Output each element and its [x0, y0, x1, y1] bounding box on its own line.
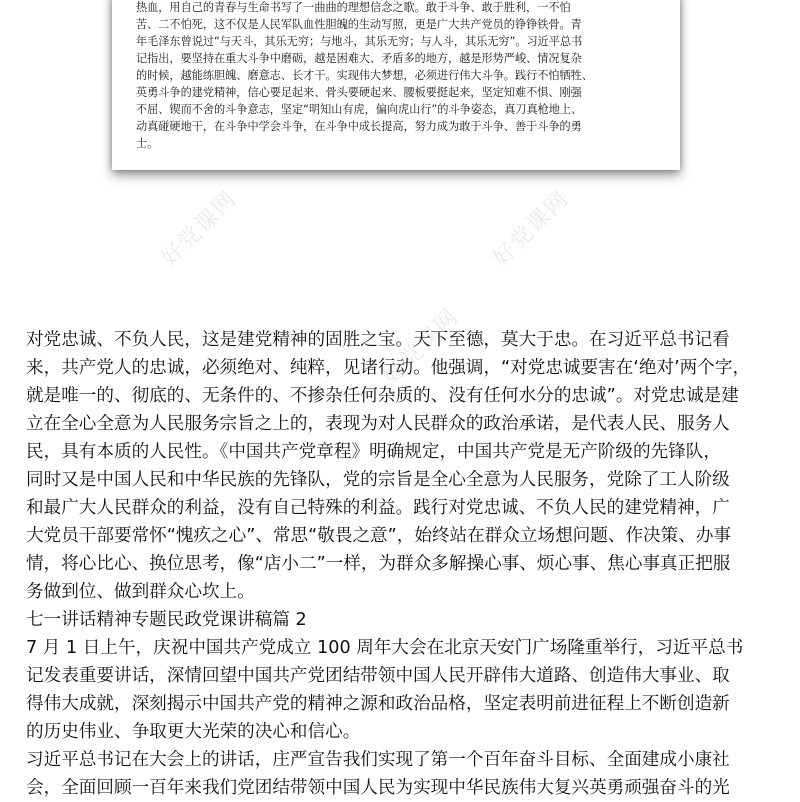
paragraph-line: 得伟大成就，深刻揭示中国共产党的精神之源和政治品格，坚定表明前进征程上不断创造新 — [26, 694, 730, 714]
paragraph-line: 民，具有本质的人民性。《中国共产党章程》明确规定，中国共产党是无产阶级的先锋队， — [26, 442, 721, 462]
excerpt-line: 不屈、锲而不舍的斗争意志，坚定“明知山有虎，偏向虎山行”的斗争姿态，真刀真枪地上、 — [136, 103, 583, 116]
paragraph-line: 习近平总书记在大会上的讲话，庄严宣告我们实现了第一个百年奋斗目标、全面建成小康社 — [26, 750, 730, 770]
excerpt-line: 动真碰硬地干，在斗争中学会斗争，在斗争中成长提高，努力成为敢于斗争、善于斗争的勇 — [136, 120, 582, 133]
excerpt-line: 苦、二不怕死，这不仅是人民军队血性胆魄的生动写照，更是广大共产党员的铮铮铁骨。青 — [136, 18, 582, 31]
section-heading: 七一讲话精神专题民政党课讲稿篇 2 — [26, 610, 307, 630]
paragraph-line: 务做到位、做到群众心坎上。 — [26, 582, 255, 602]
watermark: 好党课网 — [488, 186, 575, 272]
paragraph-line: 和最广大人民群众的利益，没有自己特殊的利益。践行对党忠诚、不负人民的建党精神，广 — [26, 498, 730, 518]
paragraph-line: 的历史伟业、争取更大光荣的决心和信心。 — [26, 722, 361, 742]
excerpt-line: 的时候，越能练胆魄、磨意志、长才干。实现伟大梦想，必须进行伟大斗争。践行不怕牺牲、 — [136, 69, 593, 82]
excerpt-line: 热血，用自己的青春与生命书写了一曲曲的理想信念之歌。敢于斗争、敢于胜利，一不怕 — [136, 1, 571, 14]
paragraph-line: 同时又是中国人民和中华民族的先锋队，党的宗旨是全心全意为人民服务，党除了工人阶级 — [26, 470, 730, 490]
excerpt-line: 年毛泽东曾说过“与天斗，其乐无穷；与地斗，其乐无穷；与人斗，其乐无穷”。习近平总书 — [136, 35, 583, 48]
excerpt-line: 士。 — [136, 137, 159, 150]
excerpt-image — [112, 0, 680, 170]
paragraph-line: 7 月 1 日上午，庆祝中国共产党成立 100 周年大会在北京天安门广场隆重举行，习近平总书 — [26, 638, 744, 658]
paragraph-line: 大党员干部要常怀“愧疚之心”、常思“敬畏之意”，始终站在群众立场想问题、作决策、办事 — [26, 526, 732, 546]
paragraph-line: 记发表重要讲话，深情回望中国共产党团结带领中国人民开辟伟大道路、创造伟大事业、取 — [26, 666, 730, 686]
paragraph-line: 立在全心全意为人民服务宗旨之上的，表现为对人民群众的政治承诺，是代表人民、服务人 — [26, 414, 730, 434]
paragraph-line: 对党忠诚、不负人民，这是建党精神的固胜之宝。天下至德，莫大于忠。在习近平总书记看 — [26, 330, 730, 350]
paragraph-line: 来，共产党人的忠诚，必须绝对、纯粹，见诸行动。他强调，“对党忠诚要害在‘绝对’两个字， — [26, 358, 751, 378]
watermark: 好党课网 — [378, 304, 465, 390]
paragraph-line: 就是唯一的、彻底的、无条件的、不掺杂任何杂质的、没有任何水分的忠诚”。对党忠诚是建 — [26, 386, 739, 406]
paragraph-line: 会，全面回顾一百年来我们党团结带领中国人民为实现中华民族伟大复兴英勇顽强奋斗的光 — [26, 778, 730, 798]
watermark: 好党课网 — [156, 186, 243, 272]
excerpt-line: 英勇斗争的建党精神，信心要足起来、骨头要硬起来、腰板要挺起来，坚定知难不惧、刚强 — [136, 86, 582, 99]
excerpt-line: 记指出，要坚持在重大斗争中磨砺，越是困难大、矛盾多的地方，越是形势严峻、情况复杂 — [136, 52, 582, 65]
paragraph-line: 情，将心比心、换位思考，像“店小二”一样，为群众多解操心事、烦心事、焦心事真正把服 — [26, 554, 731, 574]
